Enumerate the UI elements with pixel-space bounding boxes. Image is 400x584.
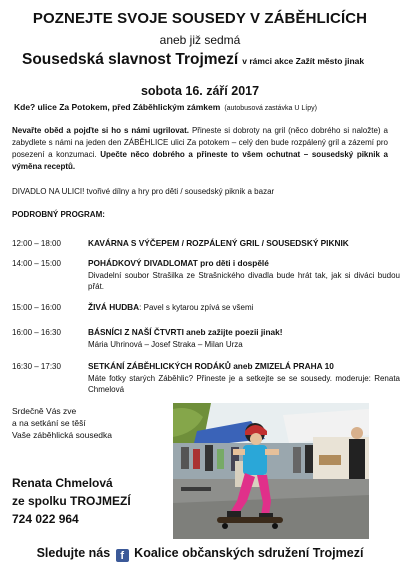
- event-name: Sousedská slavnost Trojmezí: [22, 51, 239, 68]
- program-title-rest: : Pavel s kytarou zpívá se všemi: [139, 303, 254, 312]
- flyer-subtitle: aneb již sedmá: [159, 33, 241, 47]
- program-detail: Máte fotky starých Záběhlic? Přineste je a setkejte se se sousedy. moderuje: Renata Chmelová: [88, 373, 400, 394]
- facebook-icon[interactable]: f: [116, 549, 129, 562]
- program-desc: [88, 238, 400, 250]
- program-time: 15:00 – 16:00: [12, 303, 61, 312]
- event-photo: [173, 403, 369, 539]
- program-heading: PODROBNÝ PROGRAM:: [12, 210, 105, 219]
- program-time: 14:00 – 15:00: [12, 259, 61, 268]
- location-label: Kde?: [14, 102, 36, 112]
- greeting-line: Srdečně Vás zve: [12, 406, 77, 416]
- intro-paragraph: [12, 125, 388, 173]
- program-title: SETKÁNÍ ZÁBĚHLICKÝCH RODÁKŮ aneb ZMIZELÁ PRAHA 10: [88, 361, 334, 371]
- event-photo-illustration: [173, 403, 369, 539]
- intro-bold-end: Upečte něco dobrého a přineste to všem ochutnat – sousedský piknik a výměna receptů.: [12, 150, 388, 171]
- program-detail: Divadelní soubor Strašilka ze Strašnického divadla bude hrát tak, jak si diváci budou přát.: [88, 270, 400, 291]
- event-location: [14, 102, 317, 112]
- program-time: 16:00 – 16:30: [12, 328, 61, 337]
- footer-prefix: Sledujte nás: [36, 546, 111, 560]
- program-time: 12:00 – 18:00: [12, 239, 61, 248]
- program-title: KAVÁRNA S VÝČEPEM / ROZPÁLENÝ GRIL / SOUSEDSKÝ PIKNIK: [88, 238, 349, 248]
- program-desc: [88, 361, 400, 396]
- footer: [0, 546, 400, 562]
- event-name-line: [22, 51, 364, 69]
- greeting-line: Vaše záběhlická sousedka: [12, 430, 113, 440]
- intro-bold-start: Nevařte oběd a pojďte si ho s námi ugrilovat.: [12, 126, 189, 135]
- contact-phone: 724 022 964: [12, 512, 79, 526]
- program-time: 16:30 – 17:30: [12, 362, 61, 371]
- street-theatre-line: DIVADLO NA ULICI! tvořivé dílny a hry pro děti / sousedský piknik a bazar: [12, 187, 275, 196]
- event-date: sobota 16. září 2017: [140, 84, 260, 98]
- contact-name: Renata Chmelová: [12, 476, 113, 490]
- greeting: [12, 405, 112, 441]
- program-detail: Mária Uhrinová – Josef Straka – Milan Urza: [88, 339, 243, 349]
- program-title: BÁSNÍCI Z NAŠÍ ČTVRTI aneb zažijte poezii jinak!: [88, 327, 283, 337]
- intro-text: Přineste si dobroty na gril (něco dobrého si naložte) a zabydlete s námi na jeden den ZÁBĚHLICE ulici Za potokem – celý den bude rozpálený gril a zázemí pro posezení a konzumaci.: [12, 126, 388, 159]
- program-title: POHÁDKOVÝ DIVADLOMAT pro děti i dospělé: [88, 258, 269, 268]
- footer-org: Koalice občanských sdružení Trojmezí: [134, 546, 364, 560]
- contact-block: [12, 474, 131, 528]
- program-desc: [88, 302, 400, 314]
- program-title: ŽIVÁ HUDBA: [88, 302, 140, 312]
- program-desc: [88, 258, 400, 293]
- location-text: ulice Za Potokem, před Záběhlickým zámkem: [37, 102, 221, 112]
- flyer-title: POZNEJTE SVOJE SOUSEDY V ZÁBĚHLICÍCH: [32, 10, 368, 27]
- event-context: v rámci akce Zažít město jinak: [242, 56, 365, 66]
- contact-org: ze spolku TROJMEZÍ: [12, 494, 131, 508]
- greeting-line: a na setkání se těší: [12, 418, 86, 428]
- program-desc: [88, 327, 400, 350]
- location-note: (autobusová zastávka U Lípy): [224, 105, 317, 112]
